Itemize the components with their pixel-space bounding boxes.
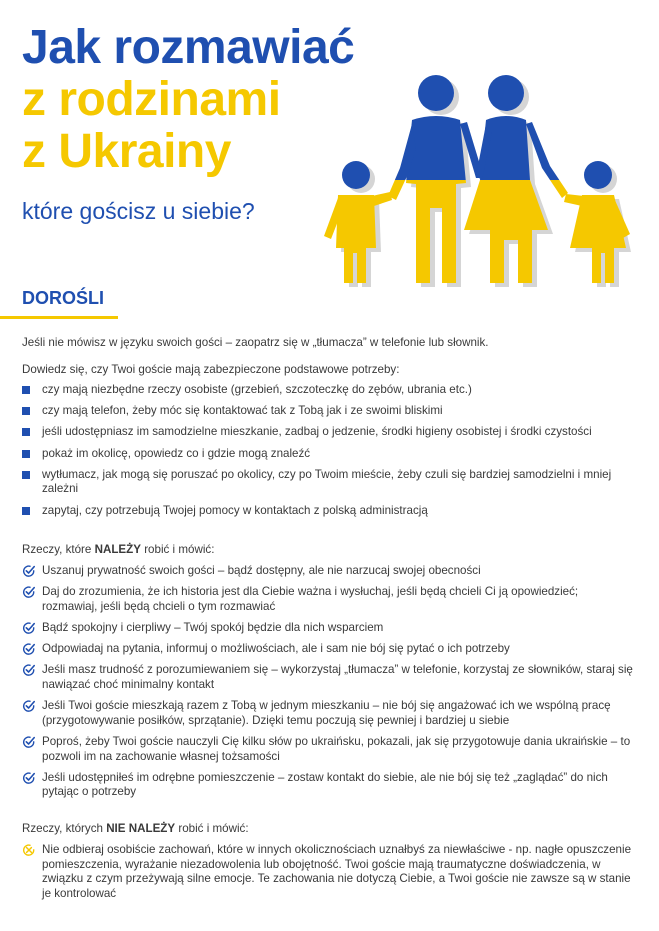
- dont-lead-bold: NIE NALEŻY: [106, 822, 176, 835]
- dont-item-text: Nie odbieraj osobiście zachowań, które w innych okolicznościach uznałbyś za niewłaściwe - np. nagłe opuszczenie pomieszczenia, wyrażanie niezadowolenia lub obojętność. Twoi goście mają traumatyczne doświadczenia, w związku z czym przeżywają silne emocje. Te zachowania nie dotyczą Ciebie, a Twoi goście nie zawsze są w stanie je kontrolować: [42, 843, 632, 900]
- needs-list: [22, 383, 635, 518]
- do-lead-before: Rzeczy, które: [22, 543, 95, 556]
- do-lead: [22, 543, 214, 556]
- list-item: czy mają niezbędne rzeczy osobiste (grzebień, szczoteczkę do zębów, ubrania etc.): [22, 383, 635, 398]
- do-item-text: Daj do zrozumienia, że ich historia jest dla Ciebie ważna i wysłuchaj, jeśli będą chcieli Ci ją opowiedzieć; rozmawiaj, jeśli będą chcieli o tym rozmawiać: [42, 585, 579, 613]
- list-item: wytłumacz, jak mogą się poruszać po okolicy, czy po Twoim mieście, żeby czuli się bardziej samodzielni i mniej zależni: [22, 468, 635, 497]
- child-left: [324, 161, 392, 283]
- family-illustration: [316, 68, 636, 290]
- cross-circle-icon: [22, 843, 36, 857]
- section-underline: [0, 316, 118, 319]
- child-right: [564, 161, 630, 283]
- list-item: zapytaj, czy potrzebują Twojej pomocy w kontaktach z polską administracją: [22, 504, 635, 519]
- check-circle-icon: [22, 585, 36, 599]
- list-item: [22, 621, 635, 636]
- translator-tip: Jeśli nie mówisz w języku swoich gości – zaopatrz się w „tłumacza” w telefonie lub słownik.: [22, 336, 489, 349]
- do-item-text: Jeśli udostępniłeś im odrębne pomieszczenie – zostaw kontakt do siebie, ale nie bój się też „zaglądać” do nich pytając o potrzeby: [42, 770, 608, 799]
- list-item: [22, 642, 635, 657]
- do-item-text: Jeśli Twoi goście mieszkają razem z Tobą w jednym mieszkaniu – nie bój się angażować ich we wspólną pracę (przygotowywanie posiłków, sprzątanie). Dzięki temu poczują się pewniej i bardziej u siebie: [42, 699, 611, 727]
- page-title: [22, 22, 354, 178]
- dont-lead-after: robić i mówić:: [175, 822, 249, 835]
- list-item: [22, 585, 635, 614]
- list-item: [22, 564, 635, 579]
- do-lead-bold: NALEŻY: [94, 543, 141, 556]
- check-circle-icon: [22, 564, 36, 578]
- adult-mother: [464, 75, 568, 283]
- list-item: [22, 699, 635, 728]
- list-item: [22, 771, 635, 800]
- check-circle-icon: [22, 735, 36, 749]
- check-circle-icon: [22, 771, 36, 785]
- check-circle-icon: [22, 663, 36, 677]
- dont-lead: [22, 822, 249, 835]
- list-item: [22, 735, 635, 764]
- needs-lead: Dowiedz się, czy Twoi goście mają zabezpieczone podstawowe potrzeby:: [22, 363, 400, 376]
- do-item-text: Jeśli masz trudność z porozumiewaniem się – wykorzystaj „tłumacza” w telefonie, korzystaj ze słowników, staraj się nawiązać choć minimalny kontakt: [42, 663, 633, 691]
- title-line-3: z Ukrainy: [22, 125, 231, 178]
- do-item-text: Odpowiadaj na pytania, informuj o możliwościach, ale i sam nie bój się pytać o ich potrzeby: [42, 642, 510, 656]
- dont-lead-before: Rzeczy, których: [22, 822, 107, 835]
- dont-list: [22, 843, 635, 901]
- list-item: [22, 843, 635, 901]
- do-item-text: Uszanuj prywatność swoich gości – bądź dostępny, ale nie narzucaj swojej obecności: [42, 564, 481, 577]
- check-circle-icon: [22, 642, 36, 656]
- title-line-1: Jak rozmawiać: [22, 21, 355, 74]
- list-item: pokaż im okolicę, opowiedz co i gdzie mogą znaleźć: [22, 447, 635, 462]
- do-item-text: Poproś, żeby Twoi goście nauczyli Cię kilku słów po ukraińsku, pokazali, jak się przygotowuje dania ukraińskie – to pozwoli im na zachowanie własnej tożsamości: [42, 734, 631, 763]
- list-item: czy mają telefon, żeby móc się kontaktować tak z Tobą jak i ze swoimi bliskimi: [22, 404, 635, 419]
- check-circle-icon: [22, 621, 36, 635]
- list-item: [22, 663, 635, 692]
- page-subtitle: które gościsz u siebie?: [22, 198, 255, 224]
- do-list: [22, 564, 635, 800]
- check-circle-icon: [22, 699, 36, 713]
- title-line-2: z rodzinami: [22, 73, 281, 126]
- list-item: jeśli udostępniasz im samodzielne mieszkanie, zadbaj o jedzenie, środki higieny osobistej i środki czystości: [22, 425, 635, 440]
- section-heading: DOROŚLI: [22, 288, 105, 308]
- do-lead-after: robić i mówić:: [140, 543, 215, 556]
- do-item-text: Bądź spokojny i cierpliwy – Twój spokój będzie dla nich wsparciem: [42, 620, 384, 634]
